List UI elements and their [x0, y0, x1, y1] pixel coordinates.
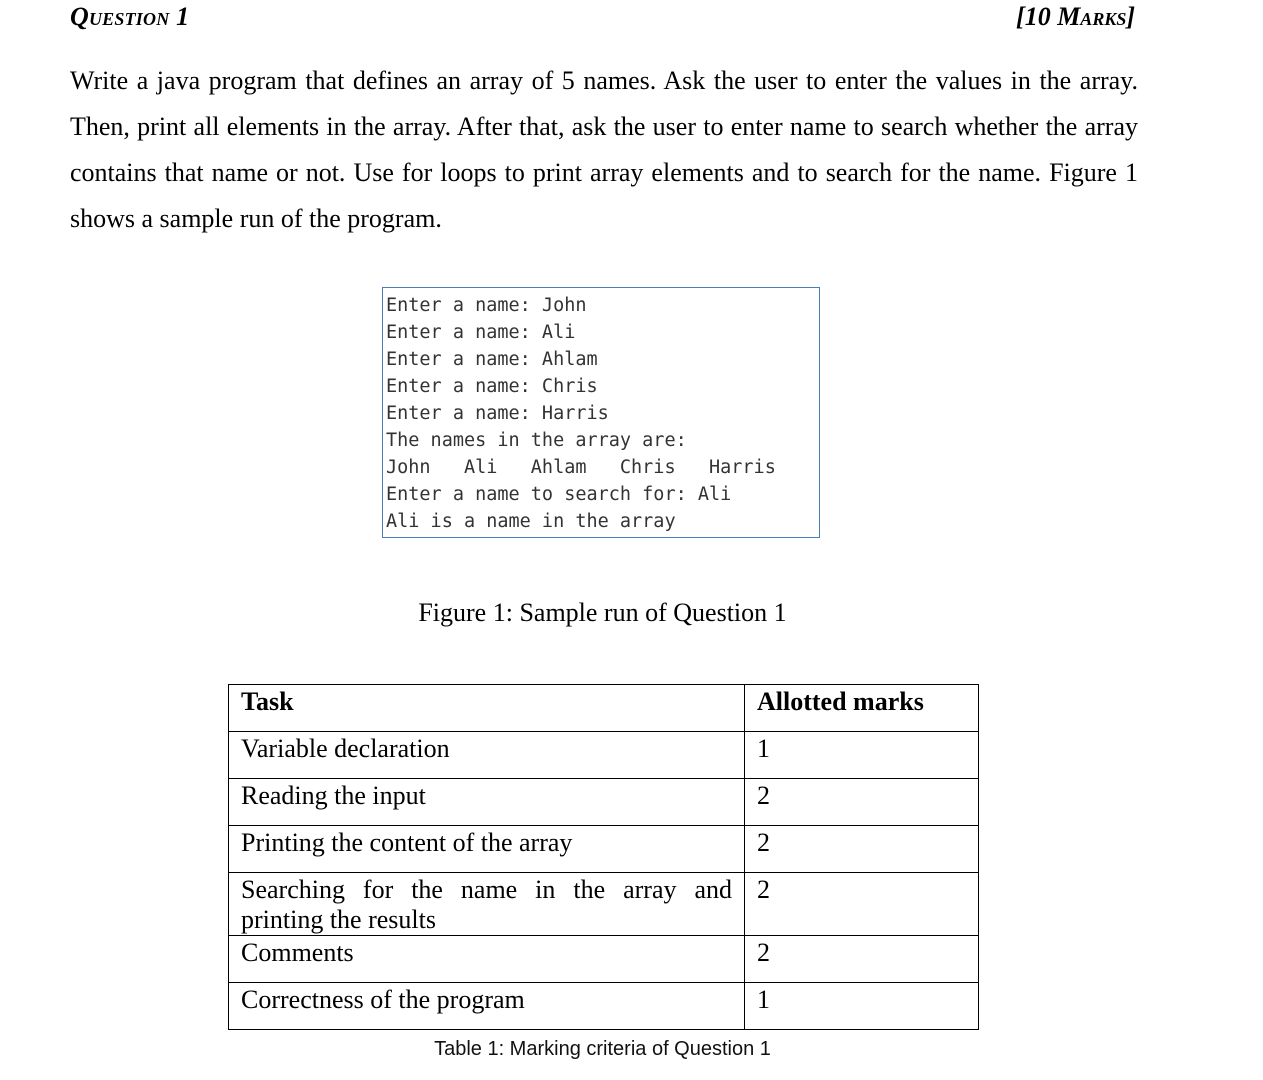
table-row [229, 983, 979, 1030]
console-line: Enter a name: John [386, 295, 587, 316]
table-row [229, 826, 979, 873]
column-header-marks: Allotted marks [745, 685, 979, 732]
figure-caption: Figure 1: Sample run of Question 1 [418, 598, 787, 627]
console-line: John Ali Ahlam Chris Harris [386, 457, 776, 478]
marks-cell: 1 [745, 732, 979, 779]
table-row [229, 779, 979, 826]
task-cell: Printing the content of the array [229, 826, 745, 873]
task-cell: Variable declaration [229, 732, 745, 779]
console-line: Ali is a name in the array [386, 511, 676, 532]
marks-cell: 2 [745, 873, 979, 936]
console-line: Enter a name to search for: Ali [386, 484, 732, 505]
table-row [229, 732, 979, 779]
console-line: Enter a name: Ali [386, 322, 576, 343]
column-header-task: Task [229, 685, 745, 732]
task-cell: Comments [229, 936, 745, 983]
marking-criteria-table [228, 684, 979, 1030]
console-line: Enter a name: Ahlam [386, 349, 598, 370]
marks-cell: 2 [745, 779, 979, 826]
task-cell: Correctness of the program [229, 983, 745, 1030]
marks-cell: 2 [745, 826, 979, 873]
table-row [229, 873, 979, 936]
console-line: Enter a name: Harris [386, 403, 609, 424]
console-line: The names in the array are: [386, 430, 687, 451]
task-cell: Searching for the name in the array and printing the results [229, 873, 745, 936]
table-row [229, 936, 979, 983]
question-paragraph: Write a java program that defines an array of 5 names. Ask the user to enter the values in the array. Then, print all elements in the array. After that, ask the user to enter name to search whether the array contains that name or not. Use for loops to print array elements and to search for the name. Figure 1 shows a sample run of the program. [70, 66, 1138, 233]
table-caption: Table 1: Marking criteria of Question 1 [434, 1038, 771, 1060]
marks-cell: 2 [745, 936, 979, 983]
task-cell: Reading the input [229, 779, 745, 826]
console-line: Enter a name: Chris [386, 376, 598, 397]
question-marks: [10 Marks] [1016, 2, 1135, 31]
table-header-row [229, 685, 979, 732]
question-title: Question 1 [70, 2, 190, 31]
marks-cell: 1 [745, 983, 979, 1030]
sample-run-console [382, 287, 820, 538]
